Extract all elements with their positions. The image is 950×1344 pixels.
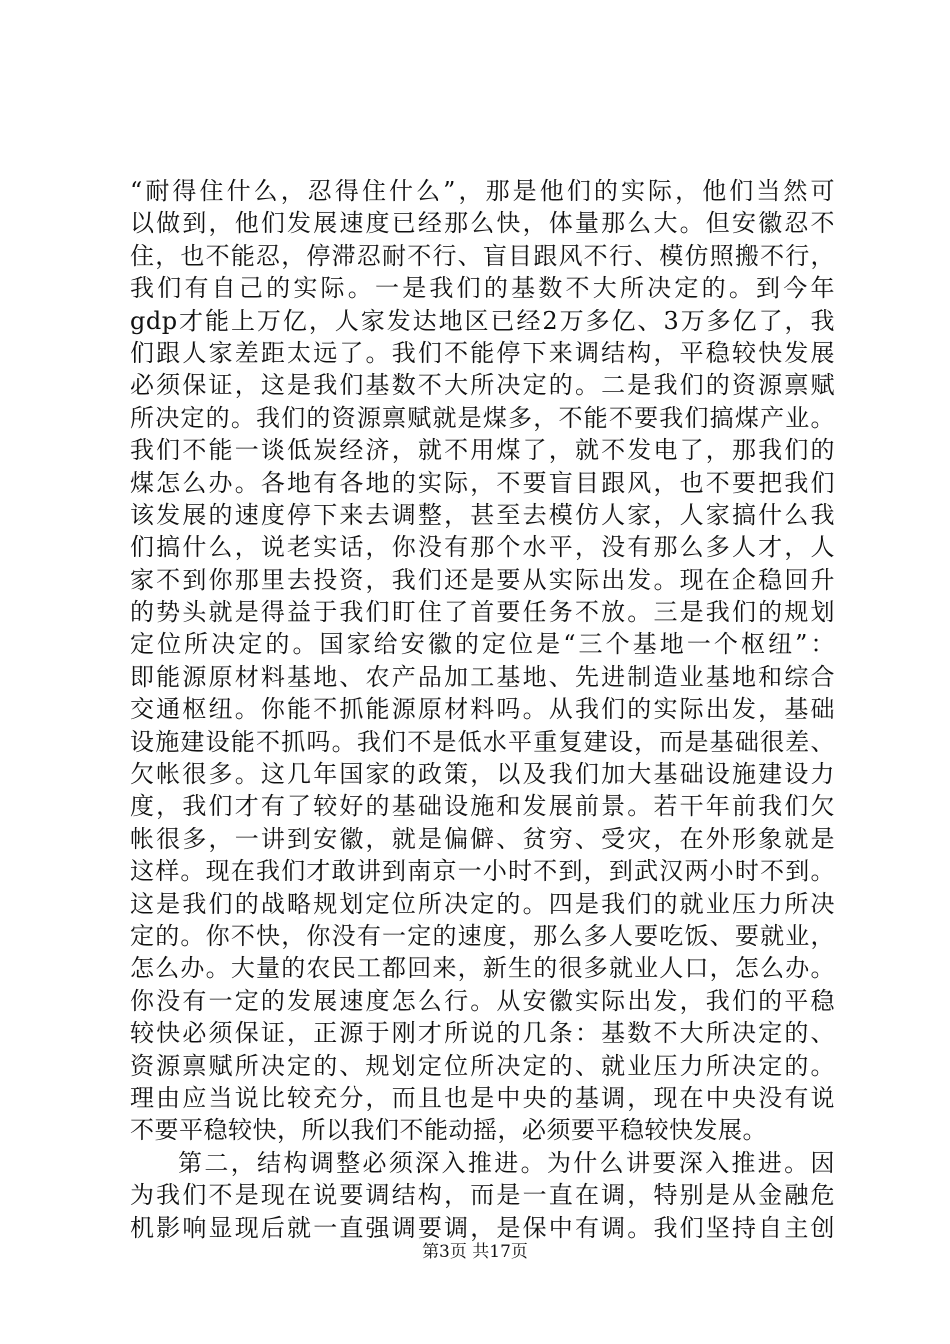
- text-line: 住，也不能忍，停滞忍耐不行、盲目跟风不行、模仿照搬不行，: [130, 241, 835, 270]
- text-line: 设施建设能不抓吗。我们不是低水平重复建设，而是基础很差、: [130, 727, 835, 756]
- text-line: 资源禀赋所决定的、规划定位所决定的、就业压力所决定的。: [130, 1051, 835, 1080]
- text-line: 帐很多，一讲到安徽，就是偏僻、贫穷、受灾，在外形象就是: [130, 824, 835, 853]
- text-line: “耐得住什么，忍得住什么”，那是他们的实际，他们当然可: [130, 177, 835, 205]
- text-line: 该发展的速度停下来去调整，甚至去模仿人家，人家搞什么我: [130, 500, 835, 529]
- text-line: 这样。现在我们才敢讲到南京一小时不到，到武汉两小时不到。: [130, 857, 835, 886]
- text-line: gdp才能上万亿，人家发达地区已经2万多亿、3万多亿了，我: [130, 306, 835, 335]
- text-line: 家不到你那里去投资，我们还是要从实际出发。现在企稳回升: [130, 565, 835, 594]
- page-number-footer: 第3页 共17页: [422, 1242, 528, 1262]
- text-line: 的势头就是得益于我们盯住了首要任务不放。三是我们的规划: [130, 598, 835, 627]
- text-line: 必须保证，这是我们基数不大所决定的。二是我们的资源禀赋: [130, 371, 835, 400]
- text-line: 煤怎么办。各地有各地的实际，不要盲目跟风，也不要把我们: [130, 468, 835, 497]
- text-line: 度，我们才有了较好的基础设施和发展前景。若干年前我们欠: [130, 792, 835, 821]
- text-line: 较快必须保证，正源于刚才所说的几条：基数不大所决定的、: [130, 1019, 835, 1048]
- text-line: 定位所决定的。国家给安徽的定位是“三个基地一个枢纽”：: [130, 630, 835, 659]
- text-line: 以做到，他们发展速度已经那么快，体量那么大。但安徽忍不: [130, 209, 835, 238]
- text-line: 们搞什么，说老实话，你没有那个水平，没有那么多人才，人: [130, 533, 835, 562]
- text-line: 为我们不是现在说要调结构，而是一直在调，特别是从金融危: [130, 1181, 835, 1210]
- text-line: 所决定的。我们的资源禀赋就是煤多，不能不要我们搞煤产业。: [130, 403, 835, 432]
- text-line: 我们不能一谈低炭经济，就不用煤了，就不发电了，那我们的: [130, 436, 835, 465]
- text-line: 理由应当说比较充分，而且也是中央的基调，现在中央没有说: [130, 1083, 835, 1112]
- body-text: [130, 175, 835, 1244]
- text-line: 这是我们的战略规划定位所决定的。四是我们的就业压力所决: [130, 889, 835, 918]
- text-line: 交通枢纽。你能不抓能源原材料吗。从我们的实际出发，基础: [130, 695, 835, 724]
- text-line: 我们有自己的实际。一是我们的基数不大所决定的。到今年: [130, 274, 835, 303]
- text-line: 即能源原材料基地、农产品加工基地、先进制造业基地和综合: [130, 662, 835, 691]
- paragraph-start-line: 第二，结构调整必须深入推进。为什么讲要深入推进。因: [178, 1148, 835, 1177]
- text-line: 定的。你不快，你没有一定的速度，那么多人要吃饭、要就业，: [130, 921, 835, 950]
- text-line: 们跟人家差距太远了。我们不能停下来调结构，平稳较快发展: [130, 338, 835, 367]
- paragraph-end-line: 不要平稳较快，所以我们不能动摇，必须要平稳较快发展。: [130, 1116, 767, 1145]
- text-line: 怎么办。大量的农民工都回来，新生的很多就业人口，怎么办。: [130, 954, 835, 983]
- text-line: 机影响显现后就一直强调要调，是保中有调。我们坚持自主创: [130, 1213, 835, 1242]
- text-line: 欠帐很多。这几年国家的政策，以及我们加大基础设施建设力: [130, 760, 835, 789]
- text-line: 你没有一定的发展速度怎么行。从安徽实际出发，我们的平稳: [130, 986, 835, 1015]
